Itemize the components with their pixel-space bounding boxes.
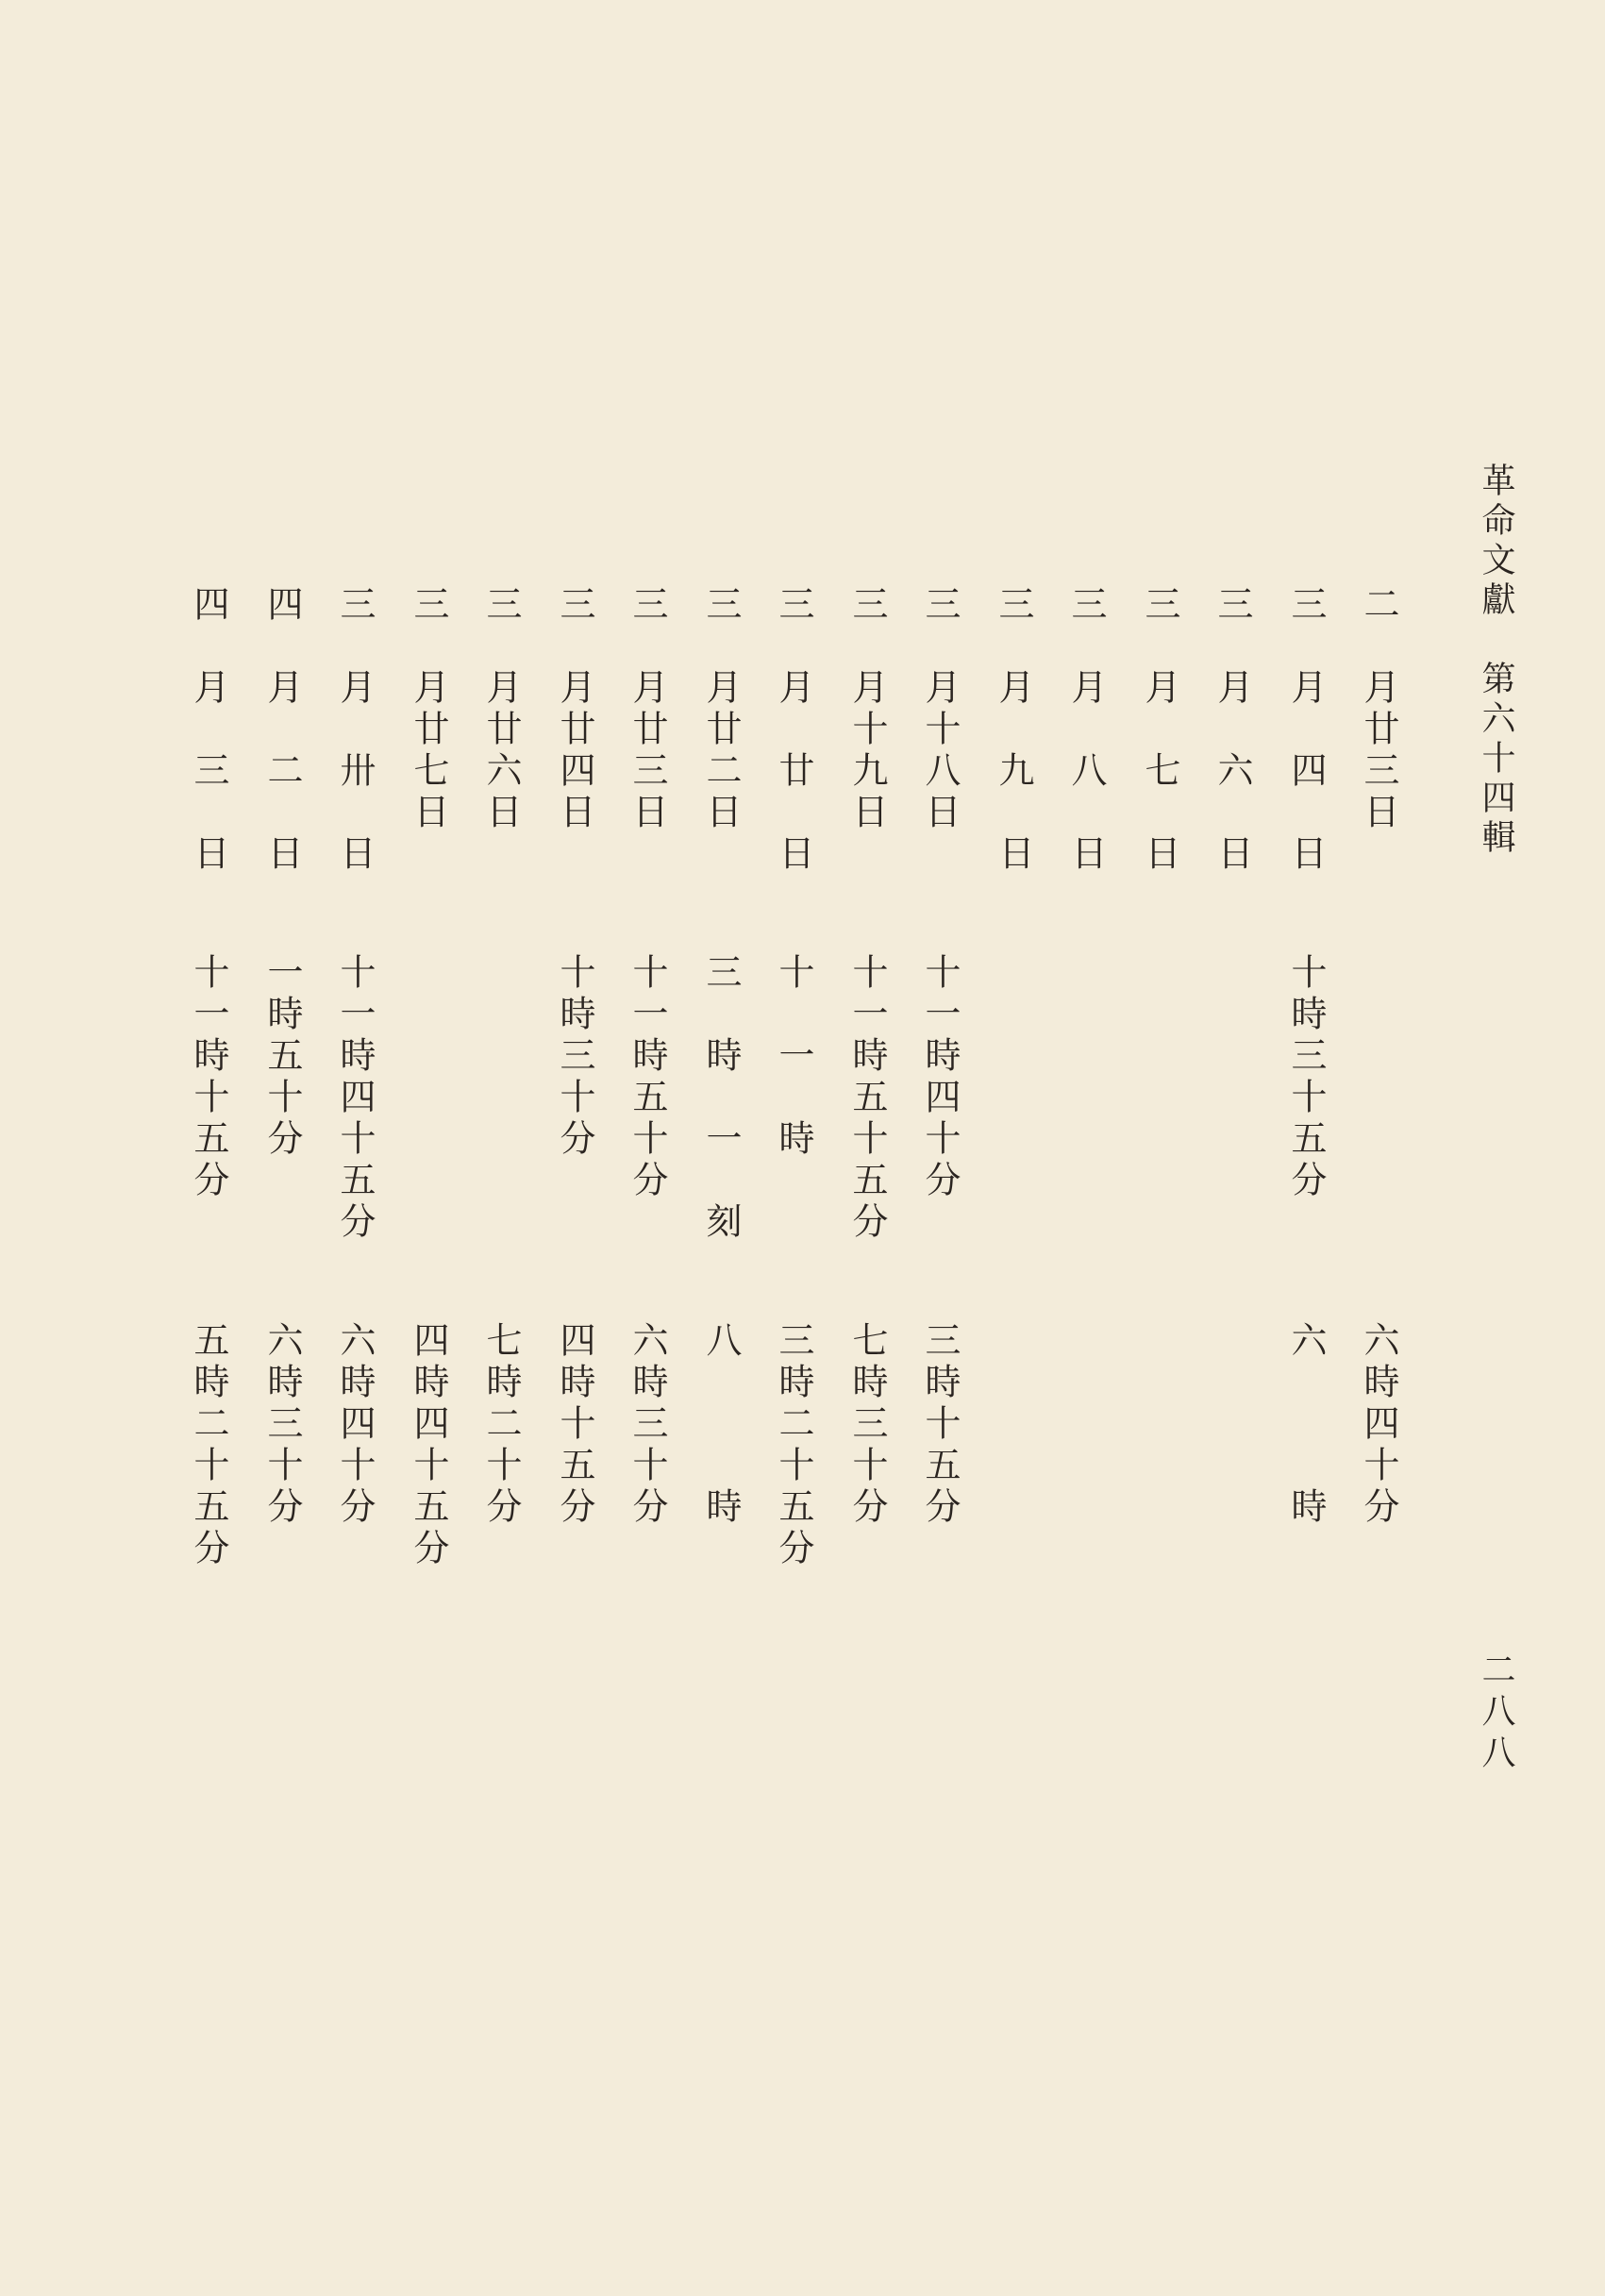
end-time-cell: 八 時 xyxy=(700,1321,742,1529)
end-time-cell: 六時四十分 xyxy=(1358,1321,1399,1529)
date-cell: 三 月 八 日 xyxy=(1065,585,1107,876)
start-time-cell: 十一時五十五分 xyxy=(846,953,888,1244)
end-time-cell: 四時四十五分 xyxy=(408,1321,449,1570)
date-cell: 三 月 廿 日 xyxy=(773,585,814,876)
start-time-cell: 一時五十分 xyxy=(261,953,303,1161)
date-cell: 三 月 六 日 xyxy=(1212,585,1253,876)
date-cell: 三 月 七 日 xyxy=(1139,585,1180,876)
date-cell: 二 月廿三日 xyxy=(1358,585,1399,834)
start-time-cell: 三 時 一 刻 xyxy=(700,953,742,1244)
date-cell: 三 月廿三日 xyxy=(627,585,668,834)
date-cell: 三 月廿二日 xyxy=(700,585,742,834)
end-time-cell: 三時二十五分 xyxy=(773,1321,814,1570)
date-cell: 四 月 二 日 xyxy=(261,585,303,876)
end-time-cell: 七時二十分 xyxy=(480,1321,522,1529)
end-time-cell: 七時三十分 xyxy=(846,1321,888,1529)
start-time-cell: 十時三十五分 xyxy=(1285,953,1327,1202)
date-cell: 三 月廿七日 xyxy=(408,585,449,834)
date-cell: 三 月廿四日 xyxy=(554,585,595,834)
end-time-cell: 四時十五分 xyxy=(554,1321,595,1529)
date-cell: 四 月 三 日 xyxy=(188,585,229,876)
end-time-cell: 六 時 xyxy=(1285,1321,1327,1529)
date-cell: 三 月十九日 xyxy=(846,585,888,834)
end-time-cell: 五時二十五分 xyxy=(188,1321,229,1570)
start-time-cell: 十一時十五分 xyxy=(188,953,229,1202)
start-time-cell: 十一時五十分 xyxy=(627,953,668,1202)
start-time-cell: 十一時四十五分 xyxy=(334,953,376,1244)
date-cell: 三 月 九 日 xyxy=(993,585,1034,876)
page-number: 二八八 xyxy=(1477,1651,1515,1776)
date-cell: 三 月廿六日 xyxy=(480,585,522,834)
end-time-cell: 六時三十分 xyxy=(261,1321,303,1529)
date-cell: 三 月 四 日 xyxy=(1285,585,1327,876)
start-time-cell: 十一時四十分 xyxy=(919,953,961,1202)
end-time-cell: 六時四十分 xyxy=(334,1321,376,1529)
start-time-cell: 十時三十分 xyxy=(554,953,595,1161)
start-time-cell: 十 一 時 xyxy=(773,953,814,1161)
end-time-cell: 六時三十分 xyxy=(627,1321,668,1529)
end-time-cell: 三時十五分 xyxy=(919,1321,961,1529)
date-cell: 三 月十八日 xyxy=(919,585,961,834)
date-cell: 三 月 卅 日 xyxy=(334,585,376,876)
running-head: 革命文獻 第六十四輯 xyxy=(1477,462,1515,859)
